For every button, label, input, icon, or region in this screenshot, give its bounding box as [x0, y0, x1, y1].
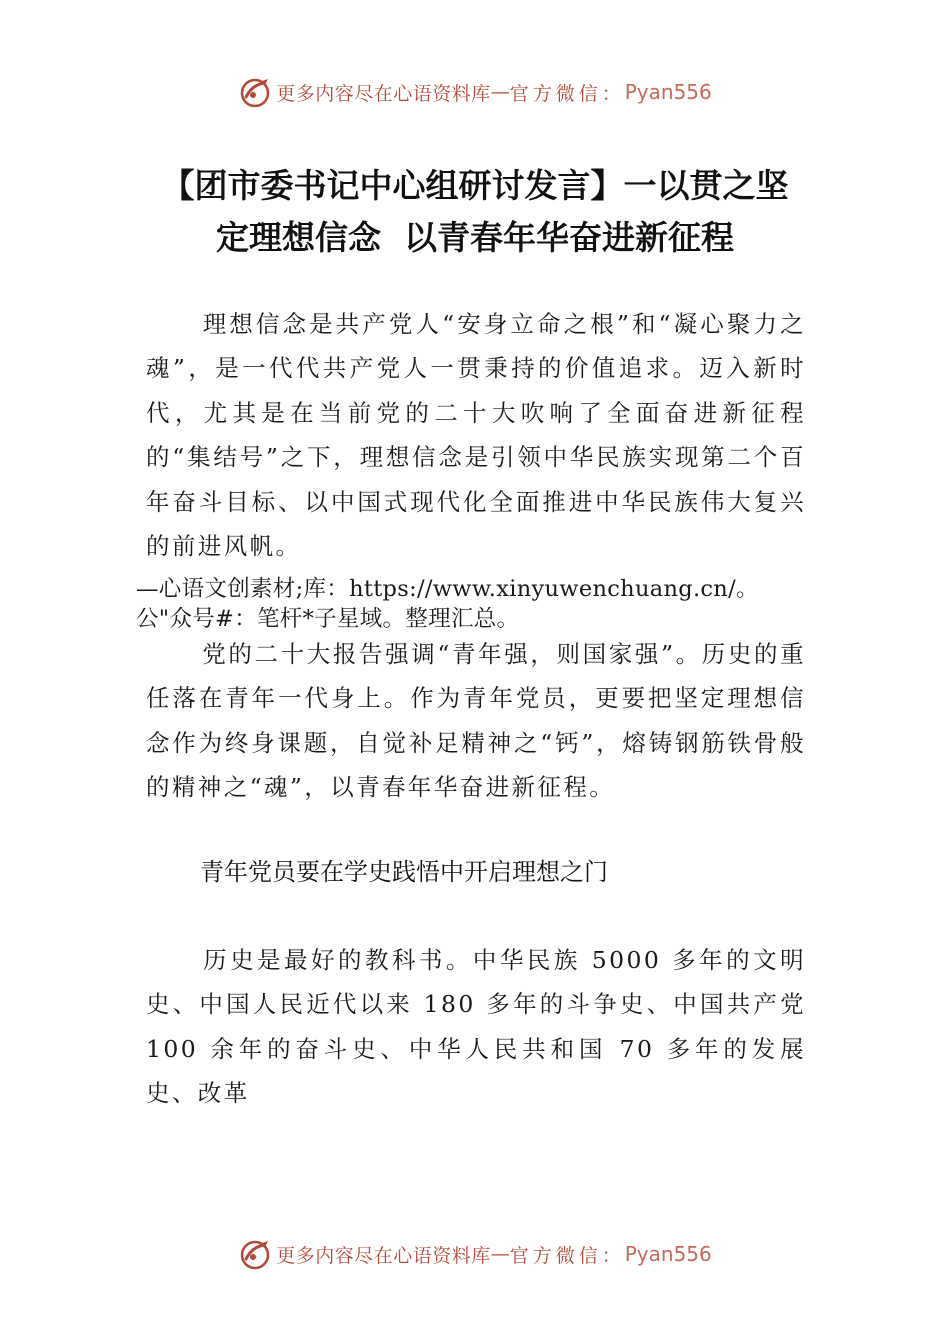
banner-wechat-id: Pyan556 — [624, 80, 712, 104]
title-line-2: 定理想信念 以青春年华奋进新征程 — [216, 218, 734, 257]
watermark-line-2: 公"众号#：笔杆*子星域。整理汇总。 — [136, 606, 520, 632]
banner-separator: — — [490, 1243, 510, 1265]
banner-wechat-label: 官方微信： — [509, 82, 625, 105]
body-paragraph — [146, 938, 806, 1116]
section-heading: 青年党员要在学史践悟中开启理想之门 — [200, 858, 608, 886]
banner-wechat-id: Pyan556 — [624, 1242, 712, 1266]
pen-seal-logo-icon — [238, 75, 272, 109]
watermark-line-1: —心语文创素材;库：https://www.xinyuwenchuang.cn/。 — [136, 576, 759, 602]
banner-wechat-label: 官方微信： — [509, 1244, 625, 1267]
pen-seal-logo-icon — [238, 1237, 272, 1271]
document-title — [120, 160, 830, 264]
footer-banner — [0, 1234, 950, 1274]
paragraph-text: 理想信念是共产党人“安身立命之根”和“凝心聚力之魂”，是一代代共产党人一贯秉持的价值追求。迈入新时代，尤其是在当前党的二十大吹响了全面奋进新征程的“集结号”之下，理想信念是引领中华民族实现第二个百年奋斗目标、以中国式现代化全面推进中华民族伟大复兴的前进风帆。 — [146, 310, 806, 561]
title-line-1: 【团市委书记中心组研讨发言】一以贯之坚 — [161, 166, 789, 205]
banner-text: 更多内容尽在心语资料库 — [276, 1244, 491, 1267]
header-banner — [0, 72, 950, 112]
banner-separator: — — [490, 81, 510, 103]
body-paragraph — [146, 302, 806, 568]
paragraph-text: 党的二十大报告强调“青年强，则国家强”。历史的重任落在青年一代身上。作为青年党员，更要把坚定理想信念作为终身课题，自觉补足精神之“钙”，熔铸钢筋铁骨般的精神之“魂”，以青春年华奋进新征程。 — [146, 640, 806, 802]
banner-text: 更多内容尽在心语资料库 — [276, 82, 491, 105]
watermark-text — [136, 574, 826, 634]
body-paragraph — [146, 632, 806, 810]
paragraph-text: 历史是最好的教科书。中华民族 5000 多年的文明史、中国人民近代以来 180 多年的斗争史、中国共产党 100 余年的奋斗史、中华人民共和国 70 多年的发展史、改革 — [146, 946, 806, 1108]
